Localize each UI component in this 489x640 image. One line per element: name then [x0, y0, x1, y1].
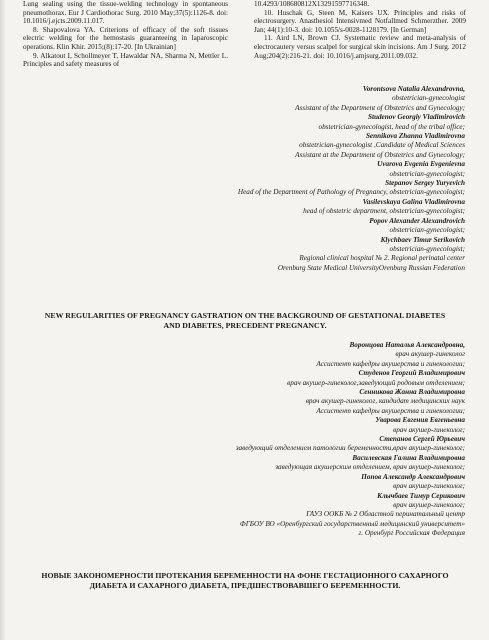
article-title-russian: НОВЫЕ ЗАКОНОМЕРНОСТИ ПРОТЕКАНИЯ БЕРЕМЕННОСТИ НА ФОНЕ ГЕСТАЦИОННОГО САХАРНОГО ДИАБЕТА И САХАРНОГО ДИАБЕТА, ПРЕДШЕСТВОВАВШЕГО БЕРЕМЕННОСТИ. [41, 571, 449, 590]
author-affiliation: Ассистент кафедры акушерства и гинекологии; [316, 359, 465, 368]
reference-item: 11. Aird LN, Brown CJ. Systematic review and meta-analysis of electrocautery versus scalpel for surgical skin incisions. Am J Surg. 2012 Aug;204(2):216-21. doi: 10.1016/j.amjsurg.2011.09.032. [254, 34, 466, 60]
author-name: Студенов Георгий Владимирович [358, 369, 465, 378]
reference-item: 8. Shapovalova YA. Criterions of efficacy of the soft tissues electric welding for the hemostasis guaranteeing in laparoscopic operations. Klin Khir. 2015;(8):17-20. [In Ukrainian] [23, 25, 228, 51]
article-title-english: NEW REGULARITIES OF PREGNANCY GASTRATION ON THE BACKGROUND OF GESTATIONAL DIABETES AND DIABETES, PRECEDENT PREGNANCY. [44, 311, 446, 330]
author-affiliation: Ассистент кафедры акушерства и гинекологии; [316, 406, 465, 415]
author-name: Stepanov Sergey Yuryevich [385, 179, 465, 188]
author-affiliation: врач акушер-гинеколог,заведующий родовым отделением; [287, 378, 465, 387]
english-authors-block [5, 85, 465, 273]
author-name: Studenov Georgiy Vladimirovich [367, 113, 465, 122]
reference-item: 9. Alkatout I, Schollmeyer T, Hawaldar NA, Sharma N, Mettler L. Principles and safety measures of [23, 51, 228, 69]
author-name: Попов Александр Александрович [361, 472, 465, 481]
author-name: Sennikova Zhanna Vladimirovna [365, 132, 465, 141]
author-affiliation: head of obstetric department, obstetrician-gynecologist; [303, 207, 465, 216]
author-affiliation: г. Оренбург Российская Федерация [358, 529, 465, 538]
author-name: Popov Alexander Alexandrovich [369, 216, 465, 225]
author-affiliation: obstetrician-gynecologist, head of the tribal office; [318, 122, 465, 131]
author-affiliation: заведующая акушерским отделением, врач акушер-гинеколог; [275, 463, 465, 472]
author-affiliation: ФГБОУ ВО «Оренбургский государственный медицинский университет» [239, 519, 465, 528]
author-name: Воронцова Наталья Александровна, [349, 341, 465, 349]
references-right-column [254, 0, 466, 60]
author-affiliation: obstetrician-gynecologist; [389, 169, 465, 178]
author-affiliation: Assistant of the Department of Obstetrics and Gynecology; [295, 103, 465, 112]
author-name: Klychbaev Timur Serikovich [380, 235, 465, 244]
author-affiliation: obstetrician-gynecologist; [389, 244, 465, 253]
author-name: Сенникова Жанна Владимировна [359, 388, 465, 397]
author-affiliation: Regional clinical hospital № 2. Regional perinatal center [299, 254, 465, 263]
author-name: Степанов Сергей Юрьевич [379, 435, 465, 444]
author-name: Uvarova Evgenia Evgenievna [377, 160, 465, 169]
author-name: Vorontsova Natalia Alexandrovna, [362, 85, 465, 93]
reference-item: Lung sealing using the tissue-welding technology in spontaneous pneumothorax. Eur J Cardiothorac Surg. 2010 May;37(5):1126-8. doi: 10.1016/j.ejcts.2009.11.017. [23, 0, 228, 26]
reference-item: 10. Huschak G, Steen M, Kaisers UX. Principles and risks of electrosurgery. Anasthesiol Intensivmed Notfallmed Schmerzther. 2009 Jan; 44(1):10-3. doi: 10.1055/s-0028-1128179. [In German] [254, 8, 466, 34]
author-affiliation: Assistant at the Department of Obstetrics and Gynecology; [295, 150, 465, 159]
author-affiliation: obstetrician-gynecologist; [389, 226, 465, 235]
author-affiliation: врач акушер-гинеколог, кандидат медицинских наук [305, 397, 465, 406]
author-affiliation: врач акушер-гинеколог; [393, 482, 465, 491]
author-affiliation: obstetrician-gynecologist [391, 94, 465, 103]
author-affiliation: obstetrician-gynecologist ,Candidate of Medical Sciences [299, 141, 465, 150]
author-affiliation: Orenburg State Medical UniversityOrenburg Russian Federation [277, 263, 465, 272]
author-affiliation: врач акушер-гинеколог [395, 350, 465, 359]
reference-item: 10.4293/108680812X13291597716348. [254, 0, 369, 8]
author-affiliation: врач акушер-гинеколог; [393, 425, 465, 434]
russian-authors-block [5, 341, 465, 539]
author-name: Vasilevskaya Galina Vladimirovna [362, 197, 465, 206]
references-left-column [23, 0, 228, 69]
author-affiliation: Head of the Department of Pathology of Pregnancy, obstetrician-gynecologist; [237, 188, 465, 197]
author-name: Василевская Галина Владимировна [352, 453, 465, 462]
author-affiliation: ГАУЗ ООКБ № 2 Областной перинатальный центр [306, 510, 465, 519]
author-affiliation: заведующий отделением патологии беременности,врач акушер-гинеколог; [235, 444, 465, 453]
author-name: Клычбаев Тимур Серикович [377, 491, 465, 500]
author-affiliation: врач акушер-гинеколог; [393, 500, 465, 509]
author-name: Уварова Евгения Евгеньевна [375, 416, 465, 425]
